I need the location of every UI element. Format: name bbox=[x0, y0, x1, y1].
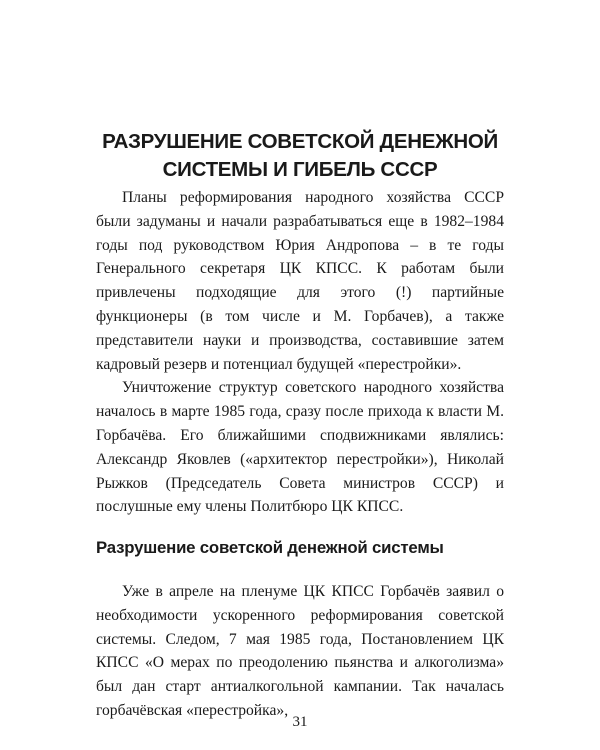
paragraph: Уничтожение структур советского народного хозяйства началось в марте 1985 года, сразу после прихода к власти М. Горбачёва. Его ближайшими сподвижниками являлись: Александр Яковлев («архитектор перестройки»), Николай Рыжков (Председатель Совета министров СССР) и послушные ему члены Политбюро ЦК КПСС. bbox=[96, 379, 504, 516]
chapter-title-line-2: СИСТЕМЫ И ГИБЕЛЬ СССР bbox=[162, 158, 438, 181]
page-number: 31 bbox=[292, 714, 308, 730]
section-text bbox=[96, 580, 504, 723]
chapter-title bbox=[90, 128, 510, 184]
chapter-title-line-1: РАЗРУШЕНИЕ СОВЕТСКОЙ ДЕНЕЖНОЙ bbox=[102, 130, 498, 153]
section-heading: Разрушение советской денежной системы bbox=[96, 538, 444, 557]
chapter-intro-text bbox=[96, 186, 504, 519]
paragraph: Уже в апреле на пленуме ЦК КПСС Горбачёв заявил о необходимости ускоренного реформирования советской системы. Следом, 7 мая 1985 года, Постановлением ЦК КПСС «О мерах по преодолению пьянства и алкоголизма» был дан старт антиалкогольной кампании. Так началась горбачёвская «перестройка», bbox=[96, 583, 504, 719]
paragraph: Планы реформирования народного хозяйства СССР были задуманы и начали разрабатываться еще в 1982–1984 годы под руководством Юрия Андропова – в те годы Генерального секретаря ЦК КПСС. К работам были привлечены подходящие для этого (!) партийные функционеры (в том числе и М. Горбачев), а также представители науки и производства, составившие затем кадровый резерв и потенциал будущей «перестройки». bbox=[96, 189, 504, 373]
